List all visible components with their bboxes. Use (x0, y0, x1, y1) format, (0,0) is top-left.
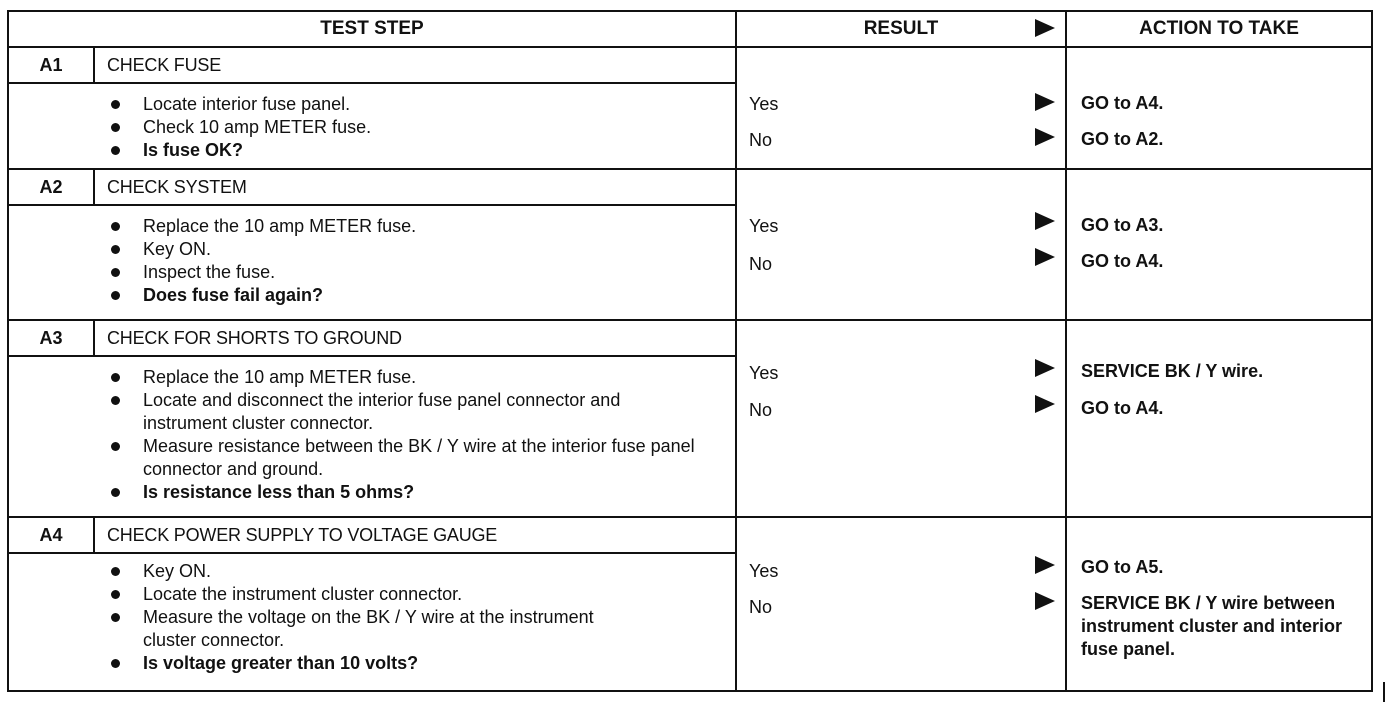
result-no: No (749, 597, 773, 617)
bullet-icon (111, 222, 120, 231)
bullet-icon (111, 146, 120, 155)
result-no: No (749, 254, 773, 274)
list-item: Replace the 10 amp METER fuse. (109, 366, 735, 389)
list-item: Measure resistance between the BK / Y wire at the interior fuse panel connector and ground. (109, 435, 735, 481)
bullet-icon (111, 268, 120, 277)
step-header (9, 48, 735, 84)
step-title: CHECK FUSE (107, 54, 222, 75)
result-no: No (749, 130, 773, 150)
bullet-icon (111, 291, 120, 300)
step-row-a2 (8, 169, 1372, 320)
step-row-a1 (8, 47, 1372, 169)
diagnostic-table-page (7, 10, 1371, 708)
step-id: A1 (9, 48, 95, 82)
arrow-right-icon (1035, 19, 1055, 37)
bullet-icon (111, 123, 120, 132)
arrow-right-icon (1035, 395, 1055, 413)
step-row-a4 (8, 517, 1372, 691)
arrow-right-icon (1035, 248, 1055, 266)
list-item: Measure the voltage on the BK / Y wire at the instrument cluster connector. (109, 606, 735, 652)
action-yes: SERVICE BK / Y wire. (1081, 361, 1264, 381)
step-row-a3 (8, 320, 1372, 517)
list-item: Key ON. (109, 238, 735, 261)
result-cell (736, 169, 1066, 320)
result-yes: Yes (749, 363, 779, 383)
list-item: Replace the 10 amp METER fuse. (109, 215, 735, 238)
step-bullet-list (9, 554, 735, 681)
step-title: CHECK SYSTEM (107, 176, 247, 197)
action-cell (1066, 517, 1372, 691)
arrow-right-icon (1035, 556, 1055, 574)
bullet-icon (111, 567, 120, 576)
header-result-label: RESULT (863, 18, 939, 39)
step-bullet-list (9, 84, 735, 168)
list-item: Locate and disconnect the interior fuse panel connector and instrument cluster connector. (109, 389, 735, 435)
arrow-right-icon (1035, 359, 1055, 377)
action-yes: GO to A4. (1081, 93, 1164, 113)
action-cell (1066, 169, 1372, 320)
step-id: A4 (9, 518, 95, 552)
step-bullet-list (9, 206, 735, 313)
arrow-right-icon (1035, 93, 1055, 111)
bullet-icon (111, 590, 120, 599)
result-cell (736, 320, 1066, 517)
action-no: GO to A4. (1081, 251, 1164, 271)
step-title: CHECK POWER SUPPLY TO VOLTAGE GAUGE (107, 524, 498, 545)
step-header (9, 321, 735, 357)
bullet-icon (111, 613, 120, 622)
step-title: CHECK FOR SHORTS TO GROUND (107, 327, 402, 348)
list-item: Locate the instrument cluster connector. (109, 583, 735, 606)
result-cell (736, 517, 1066, 691)
diagnostic-table (7, 10, 1373, 692)
step-cell (8, 517, 736, 691)
bullet-icon (111, 100, 120, 109)
list-item: Check 10 amp METER fuse. (109, 116, 735, 139)
action-cell (1066, 320, 1372, 517)
bullet-icon (111, 373, 120, 382)
header-test-step: TEST STEP (8, 11, 736, 47)
bullet-icon (111, 488, 120, 497)
arrow-right-icon (1035, 212, 1055, 230)
list-item: Locate interior fuse panel. (109, 93, 735, 116)
step-header (9, 170, 735, 206)
action-yes: GO to A3. (1081, 215, 1164, 235)
result-no: No (749, 400, 773, 420)
bullet-icon (111, 245, 120, 254)
result-cell (736, 47, 1066, 169)
result-yes: Yes (749, 561, 779, 581)
action-no: SERVICE BK / Y wire between instrument cluster and interior fuse panel. (1081, 593, 1343, 659)
list-item: Key ON. (109, 560, 735, 583)
action-no: GO to A2. (1081, 129, 1164, 149)
list-item-question: Is resistance less than 5 ohms? (109, 481, 735, 504)
margin-mark (1383, 682, 1385, 702)
bullet-icon (111, 442, 120, 451)
step-bullet-list (9, 357, 735, 510)
step-id: A2 (9, 170, 95, 204)
bullet-icon (111, 659, 120, 668)
action-yes: GO to A5. (1081, 557, 1164, 577)
list-item: Inspect the fuse. (109, 261, 735, 284)
header-result (736, 11, 1066, 47)
action-cell (1066, 47, 1372, 169)
table-header-row (8, 11, 1372, 47)
bullet-icon (111, 396, 120, 405)
list-item-question: Is voltage greater than 10 volts? (109, 652, 735, 675)
arrow-right-icon (1035, 592, 1055, 610)
step-cell (8, 169, 736, 320)
list-item-question: Does fuse fail again? (109, 284, 735, 307)
step-cell (8, 320, 736, 517)
step-header (9, 518, 735, 554)
list-item-question: Is fuse OK? (109, 139, 735, 162)
action-no: GO to A4. (1081, 398, 1164, 418)
step-cell (8, 47, 736, 169)
arrow-right-icon (1035, 128, 1055, 146)
step-id: A3 (9, 321, 95, 355)
result-yes: Yes (749, 94, 779, 114)
header-action: ACTION TO TAKE (1066, 11, 1372, 47)
result-yes: Yes (749, 216, 779, 236)
